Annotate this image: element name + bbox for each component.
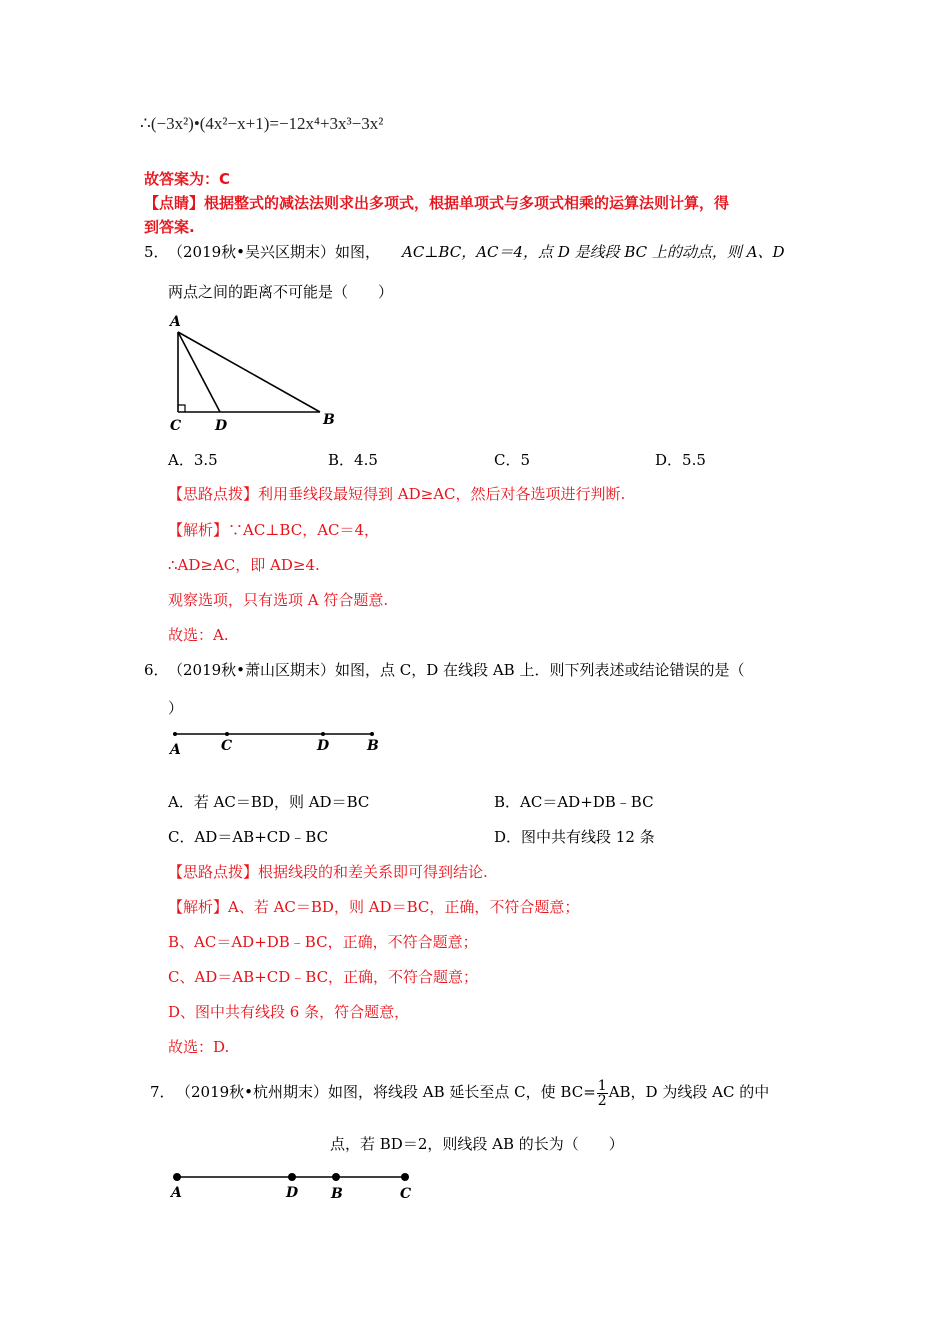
q7-stem-line1-a: （2019秋•杭州期末）如图，将线段 AB 延长至点 C，使 BC= — [176, 1083, 596, 1101]
label-c: C — [221, 738, 233, 754]
q5-triangle-figure — [160, 310, 360, 440]
q6-analysis-2: B、AC＝AD+DB﹣BC，正确，不符合题意； — [168, 933, 478, 951]
q6-number: 6． — [144, 661, 169, 679]
q6-stem-line1: （2019秋•萧山区期末）如图，点 C，D 在线段 AB 上．则下列表述或结论错误的是（ — [168, 661, 745, 679]
comment-line-1: 【点睛】根据整式的减法法则求出多项式，根据单项式与多项式相乘的运算法则计算，得 — [144, 194, 730, 212]
q5-option-d: D．5.5 — [655, 451, 706, 469]
label-b: B — [367, 738, 379, 754]
q6-segment-figure — [165, 726, 385, 760]
q7-fraction-numerator: 1 — [597, 1077, 607, 1094]
q5-stem-line2: 两点之间的距离不可能是（ ） — [168, 283, 394, 301]
q6-analysis-5: 故选：D. — [168, 1038, 230, 1056]
right-angle-mark — [178, 405, 185, 412]
q7-stem-line1 — [176, 1074, 769, 1110]
q5-stem-line1-b: AC⊥BC，AC＝4，点 D 是线段 BC 上的动点，则 A、D — [402, 243, 785, 261]
point-d — [288, 1173, 296, 1181]
q5-number: 5． — [144, 243, 169, 261]
q5-analysis-3: 观察选项，只有选项 A 符合题意. — [168, 591, 389, 609]
q7-number: 7． — [150, 1083, 175, 1101]
q7-fraction-denominator: 2 — [597, 1092, 607, 1109]
q5-analysis-4: 故选：A. — [168, 626, 229, 644]
point-a — [173, 732, 177, 736]
q6-analysis-4: D、图中共有线段 6 条，符合题意， — [168, 1003, 410, 1021]
q6-stem-line2: ） — [168, 699, 184, 717]
q6-analysis-1: 【解析】A、若 AC＝BD，则 AD＝BC，正确，不符合题意； — [168, 898, 580, 916]
label-a: A — [170, 314, 181, 330]
q7-segment-figure — [165, 1166, 425, 1206]
point-d — [321, 732, 325, 736]
label-c: C — [170, 418, 182, 434]
q6-option-a: A．若 AC＝BD，则 AD＝BC — [168, 793, 370, 811]
q7-stem-line1-b: AB，D 为线段 AC 的中 — [608, 1083, 770, 1101]
answer-line: 故答案为：C — [144, 170, 231, 188]
label-d: D — [286, 1185, 299, 1201]
label-b: B — [323, 412, 335, 428]
q5-analysis-1: 【解析】∵AC⊥BC，AC＝4， — [168, 521, 380, 539]
point-c — [225, 732, 229, 736]
q5-option-b: B．4.5 — [328, 451, 378, 469]
q6-option-d: D．图中共有线段 12 条 — [494, 828, 655, 846]
q5-analysis-2: ∴AD≥AC，即 AD≥4. — [168, 556, 320, 574]
q5-stem-line1-a: （2019秋•吴兴区期末）如图， — [168, 243, 381, 261]
q5-option-a: A．3.5 — [168, 451, 218, 469]
point-a — [173, 1173, 181, 1181]
q7-fraction — [597, 1079, 608, 1108]
formula-line: ∴(−3x²)•(4x²−x+1)=−12x⁴+3x³−3x² — [140, 114, 384, 133]
q6-analysis-3: C、AD＝AB+CD﹣BC，正确，不符合题意； — [168, 968, 479, 986]
label-a: A — [170, 742, 181, 758]
q6-option-c: C．AD＝AB+CD﹣BC — [168, 828, 329, 846]
label-d: D — [317, 738, 330, 754]
label-b: B — [331, 1186, 343, 1202]
point-c — [401, 1173, 409, 1181]
comment-line-2: 到答案. — [144, 218, 195, 236]
q6-option-b: B．AC＝AD+DB﹣BC — [494, 793, 654, 811]
point-b — [370, 732, 374, 736]
point-b — [332, 1173, 340, 1181]
q5-option-c: C．5 — [494, 451, 531, 469]
label-c: C — [400, 1186, 412, 1202]
q7-stem-line2: 点，若 BD＝2，则线段 AB 的长为（ ） — [330, 1135, 624, 1153]
q6-hint: 【思路点拨】根据线段的和差关系即可得到结论. — [168, 863, 488, 881]
q5-hint: 【思路点拨】利用垂线段最短得到 AD≥AC，然后对各选项进行判断. — [168, 485, 626, 503]
label-a: A — [171, 1185, 182, 1201]
label-d: D — [215, 418, 228, 434]
